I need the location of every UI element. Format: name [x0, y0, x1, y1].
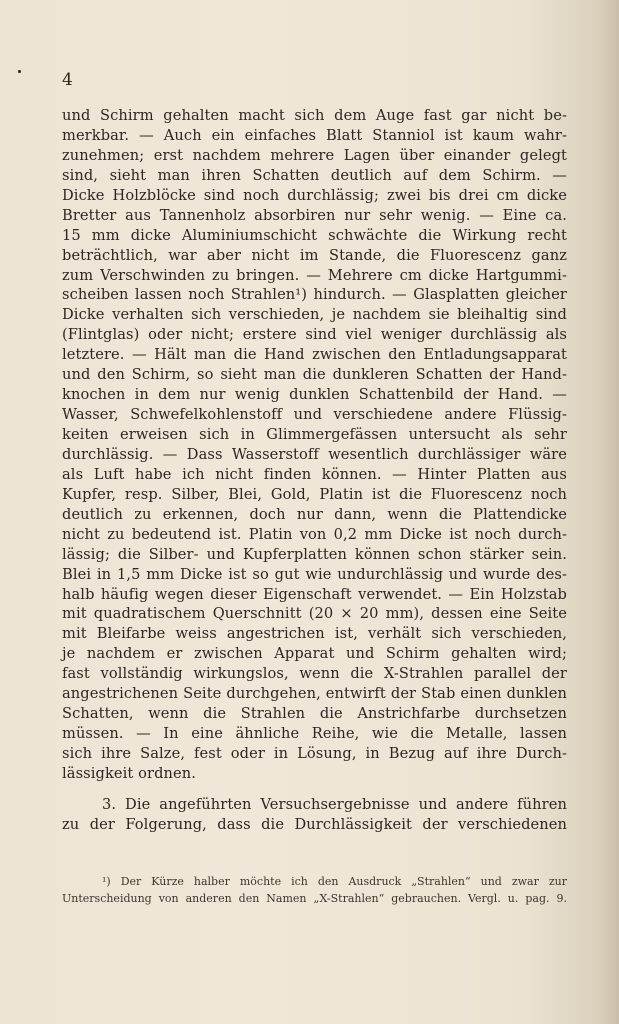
text-line: Blei in 1,5 mm Dicke ist so gut wie undurchlässig und wurde des-	[62, 565, 567, 583]
text-line: Dicke verhalten sich verschieden, je nachdem sie bleihaltig sind	[62, 306, 567, 324]
text-line: deutlich zu erkennen, doch nur dann, wenn die Plattendicke	[62, 505, 567, 523]
text-line: letztere. — Hält man die Hand zwischen den Entladungsapparat	[62, 346, 567, 364]
text-line: mit quadratischem Querschnitt (20 × 20 mm), dessen eine Seite	[62, 605, 567, 623]
text-line: lässig; die Silber- und Kupferplatten können schon stärker sein.	[62, 545, 567, 563]
text-line: sind, sieht man ihren Schatten deutlich auf dem Schirm. —	[62, 166, 567, 184]
text-line: und den Schirm, so sieht man die dunkleren Schatten der Hand-	[62, 366, 567, 384]
text-line: knochen in dem nur wenig dunklen Schattenbild der Hand. —	[62, 386, 567, 404]
text-line: 3. Die angeführten Versuchsergebnisse und andere führen	[102, 796, 567, 813]
text-line: 15 mm dicke Aluminiumschicht schwächte die Wirkung recht	[62, 226, 567, 244]
text-line: sich ihre Salze, fest oder in Lösung, in Bezug auf ihre Durch-	[62, 745, 567, 762]
text-line: je nachdem er zwischen Apparat und Schirm gehalten wird;	[62, 645, 567, 663]
text-line: merkbar. — Auch ein einfaches Blatt Stanniol ist kaum wahr-	[62, 126, 567, 144]
text-line: lässigkeit ordnen.	[62, 764, 196, 782]
paragraph-1	[62, 106, 567, 784]
text-line: keiten erweisen sich in Glimmergefässen untersucht als sehr	[62, 426, 567, 443]
page-number: 4	[62, 70, 73, 90]
text-line: halb häufig wegen dieser Eigenschaft verwendet. — Ein Holzstab	[62, 585, 567, 603]
text-line: Schatten, wenn die Strahlen die Anstrichfarbe durchsetzen	[62, 705, 567, 723]
text-line: angestrichenen Seite durchgehen, entwirft der Stab einen dunklen	[62, 685, 567, 703]
footnote-line: Unterscheidung von anderen den Namen „X-Strahlen“ gebrauchen. Vergl. u. pag. 9.	[62, 892, 567, 905]
text-line: müssen. — In eine ähnliche Reihe, wie die Metalle, lassen	[62, 725, 567, 743]
footnote	[62, 873, 567, 907]
text-line: Kupfer, resp. Silber, Blei, Gold, Platin ist die Fluorescenz noch	[62, 485, 567, 503]
text-line: (Flintglas) oder nicht; erstere sind viel weniger durchlässig als	[62, 326, 567, 344]
text-line: fast vollständig wirkungslos, wenn die X-Strahlen parallel der	[62, 665, 567, 683]
text-line: zunehmen; erst nachdem mehrere Lagen über einander gelegt	[62, 146, 567, 164]
text-line: scheiben lassen noch Strahlen¹) hindurch. — Glasplatten gleicher	[62, 286, 567, 304]
text-line: und Schirm gehalten macht sich dem Auge fast gar nicht be-	[62, 107, 567, 124]
paragraph-2	[62, 795, 567, 835]
text-line: beträchtlich, war aber nicht im Stande, die Fluorescenz ganz	[62, 246, 567, 264]
text-line: als Luft habe ich nicht finden können. — Hinter Platten aus	[62, 465, 567, 483]
text-line: Wasser, Schwefelkohlenstoff und verschiedene andere Flüssig-	[62, 406, 567, 424]
text-line: Dicke Holzblöcke sind noch durchlässig; zwei bis drei cm dicke	[62, 186, 567, 204]
text-line: mit Bleifarbe weiss angestrichen ist, verhält sich verschieden,	[62, 625, 567, 643]
text-line: zum Verschwinden zu bringen. — Mehrere cm dicke Hartgummi-	[62, 266, 567, 284]
text-line: nicht zu bedeutend ist. Platin von 0,2 mm Dicke ist noch durch-	[62, 525, 567, 543]
text-line: zu der Folgerung, dass die Durchlässigkeit der verschiedenen	[62, 815, 567, 833]
print-speck	[18, 70, 21, 73]
text-line: durchlässig. — Dass Wasserstoff wesentlich durchlässiger wäre	[62, 445, 567, 463]
footnote-line: ¹) Der Kürze halber möchte ich den Ausdruck „Strahlen“ und zwar zur	[102, 875, 567, 888]
text-line: Bretter aus Tannenholz absorbiren nur sehr wenig. — Eine ca.	[62, 206, 567, 224]
